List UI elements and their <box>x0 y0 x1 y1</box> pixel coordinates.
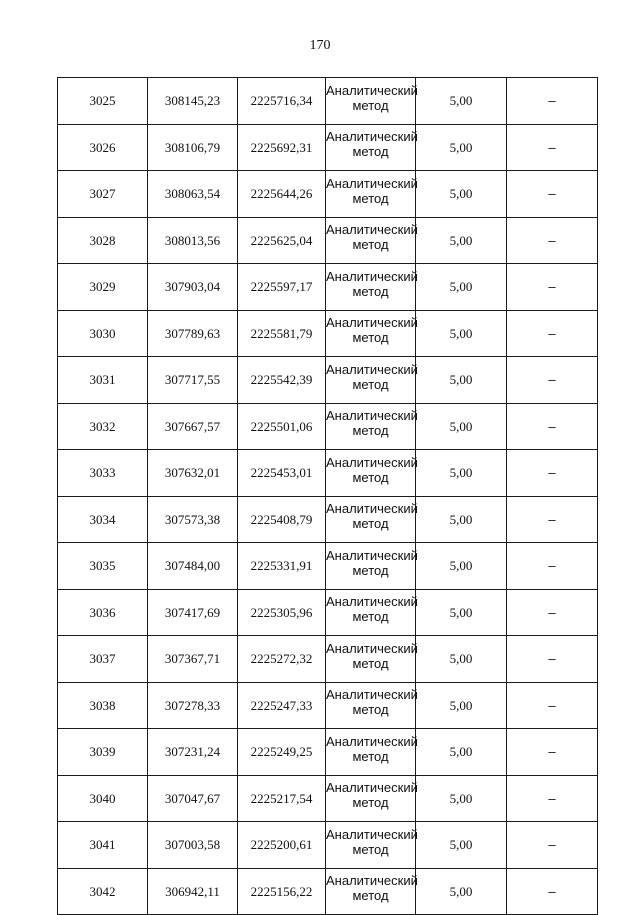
error-value-text: 5,00 <box>449 418 473 434</box>
dash-text: – <box>548 883 556 899</box>
table-row <box>58 357 598 404</box>
method-line-1: Аналитический <box>326 687 418 703</box>
x-coordinate-cell <box>148 729 238 776</box>
error-value-text: 5,00 <box>449 232 473 248</box>
error-value-cell <box>416 310 507 357</box>
x-coordinate-cell <box>148 450 238 497</box>
method-line-1: Аналитический <box>326 454 418 470</box>
y-coordinate-cell <box>238 403 326 450</box>
y-coordinate-cell <box>238 310 326 357</box>
y-coordinate-cell <box>238 357 326 404</box>
x-coordinate-text: 307903,04 <box>164 279 221 295</box>
method-line-1: Аналитический <box>326 175 418 191</box>
method-cell <box>326 543 416 590</box>
x-coordinate-cell <box>148 124 238 171</box>
table-row <box>58 124 598 171</box>
y-coordinate-cell <box>238 171 326 218</box>
point-number-cell <box>58 543 148 590</box>
point-number-text: 3025 <box>89 93 116 109</box>
dash-cell <box>507 357 598 404</box>
method-line-1: Аналитический <box>326 129 418 145</box>
error-value-text: 5,00 <box>449 279 473 295</box>
y-coordinate-text: 2225597,17 <box>250 279 313 295</box>
error-value-text: 5,00 <box>449 651 473 667</box>
point-number-text: 3028 <box>89 232 116 248</box>
point-number-text: 3026 <box>89 139 116 155</box>
x-coordinate-text: 307278,33 <box>164 697 221 713</box>
method-line-2: метод <box>352 795 389 811</box>
point-number-text: 3039 <box>89 744 116 760</box>
dash-text: – <box>548 558 556 574</box>
method-cell <box>326 729 416 776</box>
error-value-cell <box>416 543 507 590</box>
method-cell <box>326 310 416 357</box>
method-line-2: метод <box>352 330 389 346</box>
error-value-text: 5,00 <box>449 790 473 806</box>
point-number-text: 3033 <box>89 465 116 481</box>
dash-text: – <box>548 93 556 109</box>
error-value-text: 5,00 <box>449 465 473 481</box>
table-row <box>58 682 598 729</box>
table-row <box>58 403 598 450</box>
x-coordinate-cell <box>148 775 238 822</box>
table-row <box>58 310 598 357</box>
method-line-2: метод <box>352 841 389 857</box>
point-number-cell <box>58 682 148 729</box>
y-coordinate-cell <box>238 589 326 636</box>
table-row <box>58 217 598 264</box>
table-row <box>58 78 598 125</box>
point-number-cell <box>58 822 148 869</box>
dash-cell <box>507 124 598 171</box>
y-coordinate-text: 2225305,96 <box>250 604 313 620</box>
y-coordinate-text: 2225217,54 <box>250 790 313 806</box>
dash-cell <box>507 78 598 125</box>
y-coordinate-text: 2225644,26 <box>250 186 313 202</box>
y-coordinate-text: 2225272,32 <box>250 651 313 667</box>
x-coordinate-text: 308145,23 <box>164 93 221 109</box>
y-coordinate-cell <box>238 822 326 869</box>
error-value-cell <box>416 450 507 497</box>
point-number-text: 3032 <box>89 418 116 434</box>
dash-text: – <box>548 790 556 806</box>
method-line-2: метод <box>352 97 389 113</box>
point-number-text: 3042 <box>89 883 116 899</box>
x-coordinate-cell <box>148 264 238 311</box>
x-coordinate-text: 307667,57 <box>164 418 221 434</box>
point-number-cell <box>58 357 148 404</box>
y-coordinate-cell <box>238 729 326 776</box>
error-value-cell <box>416 589 507 636</box>
error-value-text: 5,00 <box>449 697 473 713</box>
method-line-2: метод <box>352 702 389 718</box>
x-coordinate-cell <box>148 868 238 915</box>
error-value-text: 5,00 <box>449 93 473 109</box>
error-value-text: 5,00 <box>449 372 473 388</box>
point-number-text: 3035 <box>89 558 116 574</box>
method-cell <box>326 496 416 543</box>
coordinates-table <box>57 77 598 915</box>
method-line-2: метод <box>352 237 389 253</box>
method-cell <box>326 868 416 915</box>
x-coordinate-cell <box>148 217 238 264</box>
x-coordinate-cell <box>148 822 238 869</box>
page-number: 170 <box>309 38 331 53</box>
table-row <box>58 822 598 869</box>
method-line-2: метод <box>352 562 389 578</box>
point-number-text: 3041 <box>89 837 116 853</box>
dash-cell <box>507 264 598 311</box>
y-coordinate-text: 2225501,06 <box>250 418 313 434</box>
dash-cell <box>507 450 598 497</box>
method-line-1: Аналитический <box>326 501 418 517</box>
point-number-cell <box>58 450 148 497</box>
error-value-cell <box>416 775 507 822</box>
dash-text: – <box>548 279 556 295</box>
dash-text: – <box>548 604 556 620</box>
method-line-1: Аналитический <box>326 826 418 842</box>
error-value-text: 5,00 <box>449 604 473 620</box>
y-coordinate-text: 2225453,01 <box>250 465 313 481</box>
y-coordinate-text: 2225625,04 <box>250 232 313 248</box>
table-row <box>58 589 598 636</box>
x-coordinate-cell <box>148 496 238 543</box>
dash-text: – <box>548 651 556 667</box>
y-coordinate-cell <box>238 450 326 497</box>
x-coordinate-text: 307789,63 <box>164 325 221 341</box>
method-line-2: метод <box>352 144 389 160</box>
dash-cell <box>507 775 598 822</box>
dash-text: – <box>548 325 556 341</box>
method-line-1: Аналитический <box>326 780 418 796</box>
y-coordinate-cell <box>238 124 326 171</box>
y-coordinate-cell <box>238 264 326 311</box>
x-coordinate-cell <box>148 589 238 636</box>
error-value-text: 5,00 <box>449 883 473 899</box>
y-coordinate-text: 2225542,39 <box>250 372 313 388</box>
x-coordinate-text: 307231,24 <box>164 744 221 760</box>
y-coordinate-cell <box>238 78 326 125</box>
method-line-2: метод <box>352 748 389 764</box>
point-number-text: 3040 <box>89 790 116 806</box>
point-number-cell <box>58 729 148 776</box>
point-number-cell <box>58 868 148 915</box>
point-number-cell <box>58 636 148 683</box>
error-value-cell <box>416 171 507 218</box>
method-cell <box>326 403 416 450</box>
y-coordinate-cell <box>238 682 326 729</box>
error-value-cell <box>416 729 507 776</box>
table-row <box>58 264 598 311</box>
x-coordinate-text: 307632,01 <box>164 465 221 481</box>
point-number-cell <box>58 403 148 450</box>
dash-cell <box>507 403 598 450</box>
dash-cell <box>507 868 598 915</box>
dash-text: – <box>548 139 556 155</box>
x-coordinate-text: 307717,55 <box>164 372 221 388</box>
error-value-cell <box>416 868 507 915</box>
x-coordinate-text: 308063,54 <box>164 186 221 202</box>
method-line-2: метод <box>352 190 389 206</box>
method-line-2: метод <box>352 423 389 439</box>
dash-cell <box>507 589 598 636</box>
table-row <box>58 171 598 218</box>
x-coordinate-text: 307003,58 <box>164 837 221 853</box>
y-coordinate-text: 2225249,25 <box>250 744 313 760</box>
method-line-2: метод <box>352 283 389 299</box>
point-number-cell <box>58 124 148 171</box>
error-value-text: 5,00 <box>449 325 473 341</box>
point-number-text: 3029 <box>89 279 116 295</box>
error-value-cell <box>416 78 507 125</box>
method-line-2: метод <box>352 609 389 625</box>
method-line-1: Аналитический <box>326 315 418 331</box>
error-value-text: 5,00 <box>449 186 473 202</box>
point-number-cell <box>58 775 148 822</box>
x-coordinate-cell <box>148 78 238 125</box>
dash-text: – <box>548 232 556 248</box>
point-number-cell <box>58 171 148 218</box>
method-cell <box>326 775 416 822</box>
method-cell <box>326 636 416 683</box>
y-coordinate-text: 2225692,31 <box>250 139 313 155</box>
method-line-1: Аналитический <box>326 547 418 563</box>
y-coordinate-text: 2225408,79 <box>250 511 313 527</box>
point-number-cell <box>58 217 148 264</box>
table-row <box>58 729 598 776</box>
method-line-1: Аналитический <box>326 222 418 238</box>
point-number-text: 3036 <box>89 604 116 620</box>
error-value-text: 5,00 <box>449 511 473 527</box>
y-coordinate-text: 2225200,61 <box>250 837 313 853</box>
method-line-2: метод <box>352 655 389 671</box>
x-coordinate-cell <box>148 682 238 729</box>
point-number-cell <box>58 78 148 125</box>
error-value-cell <box>416 264 507 311</box>
dash-cell <box>507 682 598 729</box>
method-cell <box>326 357 416 404</box>
dash-cell <box>507 496 598 543</box>
dash-text: – <box>548 186 556 202</box>
point-number-text: 3037 <box>89 651 116 667</box>
x-coordinate-cell <box>148 310 238 357</box>
y-coordinate-text: 2225716,34 <box>250 93 313 109</box>
x-coordinate-text: 307417,69 <box>164 604 221 620</box>
dash-text: – <box>548 697 556 713</box>
x-coordinate-cell <box>148 403 238 450</box>
method-cell <box>326 78 416 125</box>
method-cell <box>326 217 416 264</box>
method-line-1: Аналитический <box>326 268 418 284</box>
method-cell <box>326 589 416 636</box>
method-cell <box>326 450 416 497</box>
y-coordinate-cell <box>238 496 326 543</box>
error-value-text: 5,00 <box>449 837 473 853</box>
dash-cell <box>507 636 598 683</box>
y-coordinate-text: 2225331,91 <box>250 558 313 574</box>
error-value-text: 5,00 <box>449 139 473 155</box>
error-value-cell <box>416 822 507 869</box>
table-row <box>58 775 598 822</box>
point-number-cell <box>58 496 148 543</box>
point-number-text: 3034 <box>89 511 116 527</box>
method-line-1: Аналитический <box>326 82 418 98</box>
x-coordinate-text: 306942,11 <box>165 883 220 899</box>
y-coordinate-cell <box>238 217 326 264</box>
dash-cell <box>507 310 598 357</box>
dash-text: – <box>548 418 556 434</box>
method-cell <box>326 682 416 729</box>
method-line-2: метод <box>352 888 389 904</box>
point-number-cell <box>58 589 148 636</box>
method-line-2: метод <box>352 376 389 392</box>
table-row <box>58 636 598 683</box>
method-cell <box>326 124 416 171</box>
dash-text: – <box>548 744 556 760</box>
method-line-1: Аналитический <box>326 733 418 749</box>
method-line-1: Аналитический <box>326 408 418 424</box>
x-coordinate-text: 308013,56 <box>164 232 221 248</box>
method-line-1: Аналитический <box>326 640 418 656</box>
y-coordinate-text: 2225156,22 <box>250 883 313 899</box>
table-row <box>58 868 598 915</box>
point-number-text: 3030 <box>89 325 116 341</box>
method-line-1: Аналитический <box>326 594 418 610</box>
dash-cell <box>507 822 598 869</box>
error-value-cell <box>416 124 507 171</box>
point-number-cell <box>58 310 148 357</box>
x-coordinate-text: 308106,79 <box>164 139 221 155</box>
dash-cell <box>507 543 598 590</box>
method-cell <box>326 822 416 869</box>
dash-text: – <box>548 465 556 481</box>
dash-text: – <box>548 372 556 388</box>
error-value-cell <box>416 217 507 264</box>
table-row <box>58 543 598 590</box>
method-cell <box>326 171 416 218</box>
dash-text: – <box>548 511 556 527</box>
x-coordinate-text: 307047,67 <box>164 790 221 806</box>
error-value-cell <box>416 496 507 543</box>
y-coordinate-cell <box>238 775 326 822</box>
method-line-1: Аналитический <box>326 873 418 889</box>
method-line-1: Аналитический <box>326 361 418 377</box>
x-coordinate-text: 307367,71 <box>164 651 221 667</box>
x-coordinate-text: 307573,38 <box>164 511 221 527</box>
x-coordinate-cell <box>148 171 238 218</box>
point-number-text: 3038 <box>89 697 116 713</box>
method-cell <box>326 264 416 311</box>
error-value-cell <box>416 403 507 450</box>
x-coordinate-cell <box>148 543 238 590</box>
point-number-cell <box>58 264 148 311</box>
error-value-text: 5,00 <box>449 744 473 760</box>
x-coordinate-cell <box>148 636 238 683</box>
coordinates-table-body <box>58 78 598 915</box>
y-coordinate-cell <box>238 868 326 915</box>
x-coordinate-text: 307484,00 <box>164 558 221 574</box>
x-coordinate-cell <box>148 357 238 404</box>
point-number-text: 3027 <box>89 186 116 202</box>
method-line-2: метод <box>352 516 389 532</box>
dash-cell <box>507 729 598 776</box>
y-coordinate-cell <box>238 636 326 683</box>
table-row <box>58 450 598 497</box>
y-coordinate-cell <box>238 543 326 590</box>
error-value-cell <box>416 357 507 404</box>
method-line-2: метод <box>352 469 389 485</box>
dash-text: – <box>548 837 556 853</box>
dash-cell <box>507 217 598 264</box>
dash-cell <box>507 171 598 218</box>
point-number-text: 3031 <box>89 372 116 388</box>
y-coordinate-text: 2225581,79 <box>250 325 313 341</box>
error-value-cell <box>416 636 507 683</box>
error-value-text: 5,00 <box>449 558 473 574</box>
table-row <box>58 496 598 543</box>
error-value-cell <box>416 682 507 729</box>
y-coordinate-text: 2225247,33 <box>250 697 313 713</box>
